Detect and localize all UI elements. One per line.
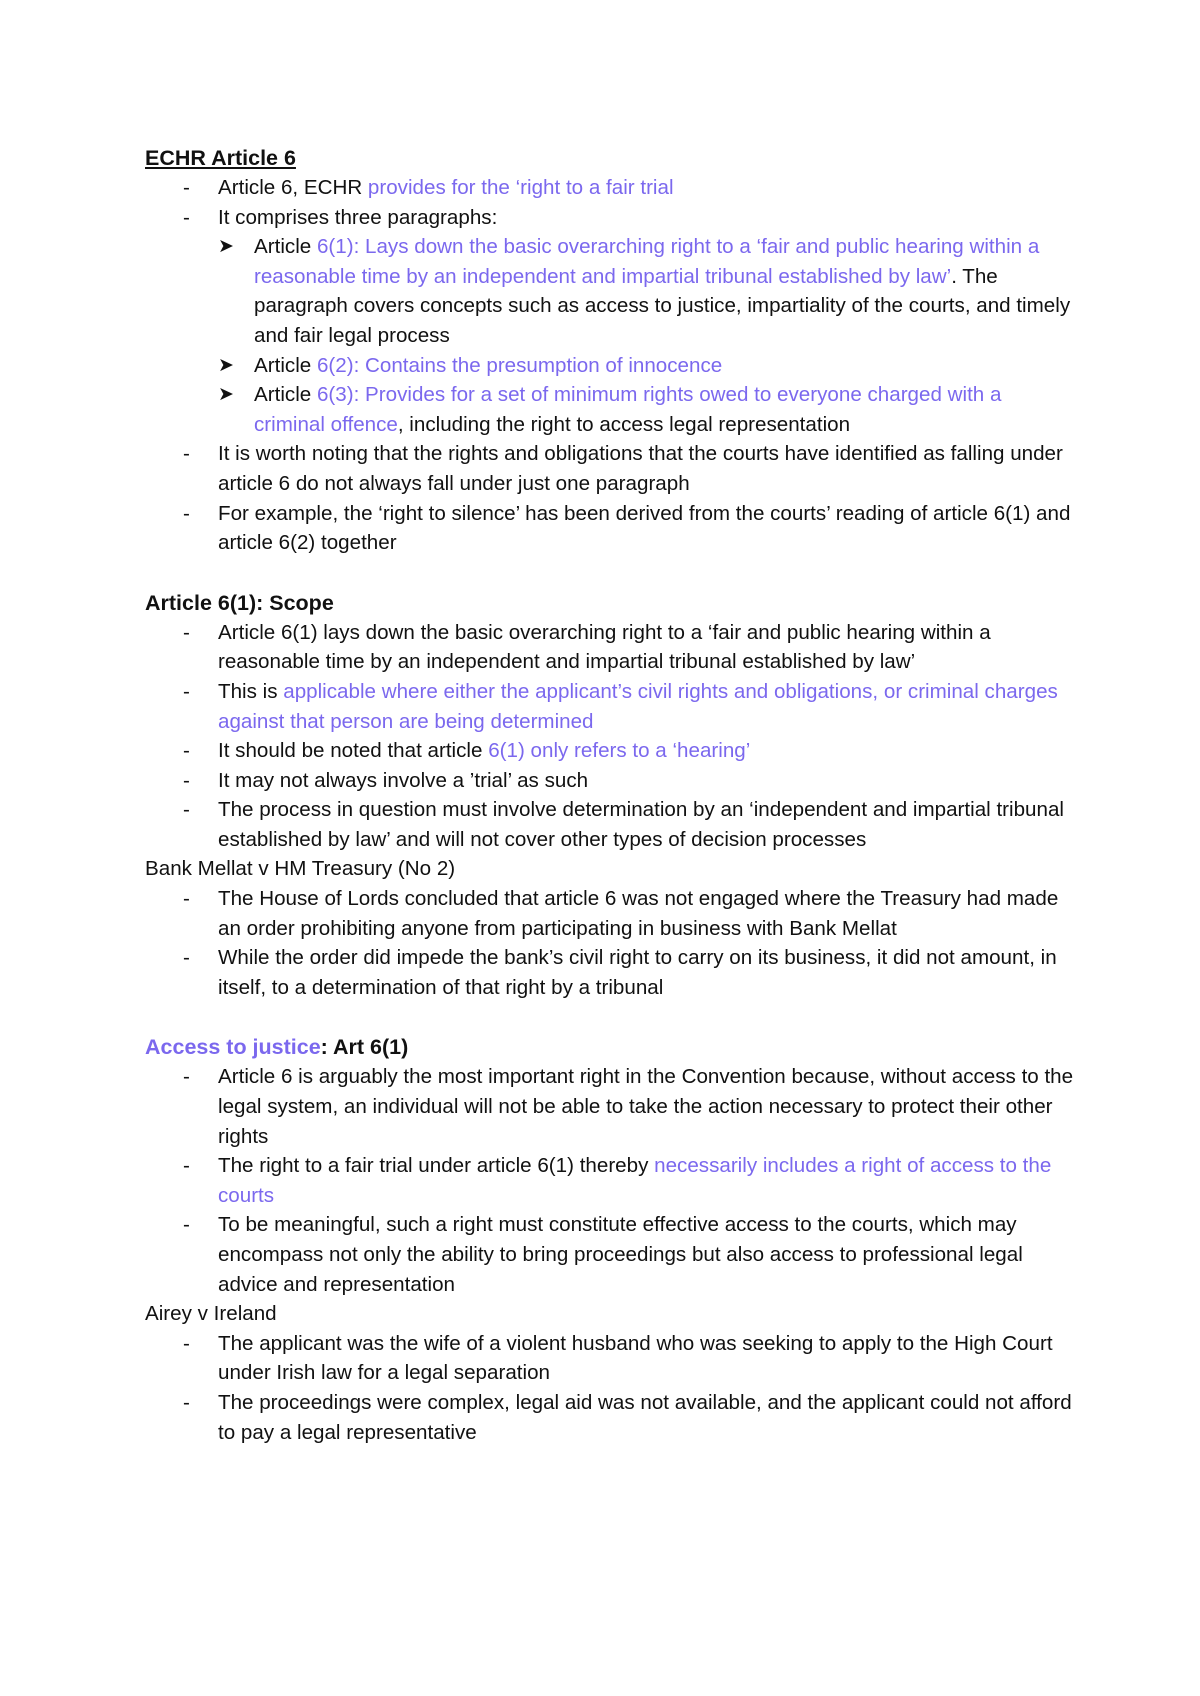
text: , including the right to access legal representation xyxy=(397,412,851,436)
list-item xyxy=(145,1388,1075,1447)
text: Article 6, ECHR xyxy=(218,176,368,199)
sub-bullet-list xyxy=(145,232,1075,439)
spacer xyxy=(145,558,1075,588)
highlighted-text: 6(3): Provides for a set of minimum rights owed to everyone charged with a criminal offence xyxy=(254,383,1002,436)
text: This is xyxy=(218,679,284,703)
highlighted-text: 6(1) only refers to a ‘hearing’ xyxy=(488,739,751,763)
sub-list-item xyxy=(145,380,1075,439)
text: . The paragraph covers concepts such as access to justice, impartiality of the courts, and timely and fair legal process xyxy=(254,264,1071,347)
highlighted-heading-text: Access to justice xyxy=(145,1035,321,1060)
list-item xyxy=(145,795,1075,854)
arrow-bullet-icon: ➤ xyxy=(218,384,234,406)
text: The proceedings were complex, legal aid was not available, and the applicant could not afford to pay a legal representative xyxy=(218,1390,1072,1444)
text: It is worth noting that the rights and obligations that the courts have identified as falling under article 6 do not always fall under just one paragraph xyxy=(218,442,1063,495)
bullet-list xyxy=(145,1329,1075,1447)
text: For example, the ‘right to silence’ has been derived from the courts’ reading of article 6(1) and article 6(2) together xyxy=(218,501,1071,555)
list-item xyxy=(145,618,1075,677)
list-item xyxy=(145,439,1075,498)
bullet-list xyxy=(145,884,1075,1002)
text: To be meaningful, such a right must constitute effective access to the courts, which may encompass not only the ability to bring proceedings but also access to professional legal advice and representation xyxy=(218,1213,1023,1296)
text: It may not always involve a ’trial’ as such xyxy=(218,768,589,792)
section-heading-echr-article-6: ECHR Article 6 xyxy=(145,146,296,170)
text: The House of Lords concluded that article 6 was not engaged where the Treasury had made an order prohibiting anyone from participating in business with Bank Mellat xyxy=(218,887,1059,940)
list-item xyxy=(145,1210,1075,1299)
highlighted-text: provides for the ‘right to a fair trial xyxy=(367,176,674,199)
document-body xyxy=(145,143,1075,1447)
text: Article xyxy=(254,235,317,259)
list-item xyxy=(145,943,1075,1002)
list-item xyxy=(145,1329,1075,1388)
bullet-list xyxy=(145,1062,1075,1299)
list-item xyxy=(145,736,1075,766)
text: The process in question must involve determination by an ‘independent and impartial tribunal established by law’ and will not cover other types of decision processes xyxy=(218,798,1064,851)
spacer xyxy=(145,1002,1075,1032)
arrow-bullet-icon: ➤ xyxy=(218,236,234,258)
highlighted-text: necessarily includes a right of access to the courts xyxy=(218,1154,1052,1207)
text: Article 6 is arguably the most important right in the Convention because, without access to the legal system, an individual will not be able to take the action necessary to protect their other rights xyxy=(218,1065,1074,1148)
bullet-list xyxy=(145,173,1075,558)
list-item xyxy=(145,1062,1075,1151)
case-title: Bank Mellat v HM Treasury (No 2) xyxy=(145,857,456,881)
list-item xyxy=(145,203,1075,440)
bullet-list xyxy=(145,618,1075,855)
section-heading-scope: Article 6(1): Scope xyxy=(145,590,334,615)
section-heading-access-to-justice xyxy=(145,1032,1075,1062)
list-item xyxy=(145,499,1075,558)
text: The right to a fair trial under article 6(1) thereby xyxy=(218,1154,655,1178)
text: Article 6(1) lays down the basic overarching right to a ‘fair and public hearing within a reasonable time by an independent and impartial tribunal established by law’ xyxy=(218,620,991,674)
highlighted-text: 6(1): Lays down the basic overarching right to a ‘fair and public hearing within a reasonable time by an independent and impartial tribunal established by law’ xyxy=(254,235,1040,288)
highlighted-text: applicable where either the applicant’s civil rights and obligations, or criminal charges against that person are being determined xyxy=(218,679,1058,733)
list-item xyxy=(145,766,1075,796)
text: It comprises three paragraphs: xyxy=(218,205,498,229)
text: Article xyxy=(254,383,317,407)
heading-text: : Art 6(1) xyxy=(320,1035,409,1060)
text: While the order did impede the bank’s civil right to carry on its business, it did not amount, in itself, to a determination of that right by a tribunal xyxy=(218,946,1057,999)
case-title: Airey v Ireland xyxy=(145,1302,277,1326)
list-item xyxy=(145,677,1075,736)
arrow-bullet-icon: ➤ xyxy=(218,354,234,376)
text: Article xyxy=(254,353,317,377)
sub-list-item xyxy=(145,351,1075,381)
sub-list-item xyxy=(145,232,1075,350)
list-item xyxy=(145,884,1075,943)
list-item xyxy=(145,1151,1075,1210)
text: The applicant was the wife of a violent husband who was seeking to apply to the High Court under Irish law for a legal separation xyxy=(218,1331,1053,1385)
text: It should be noted that article xyxy=(218,739,489,763)
highlighted-text: 6(2): Contains the presumption of innocence xyxy=(316,353,723,377)
list-item xyxy=(145,173,1075,203)
